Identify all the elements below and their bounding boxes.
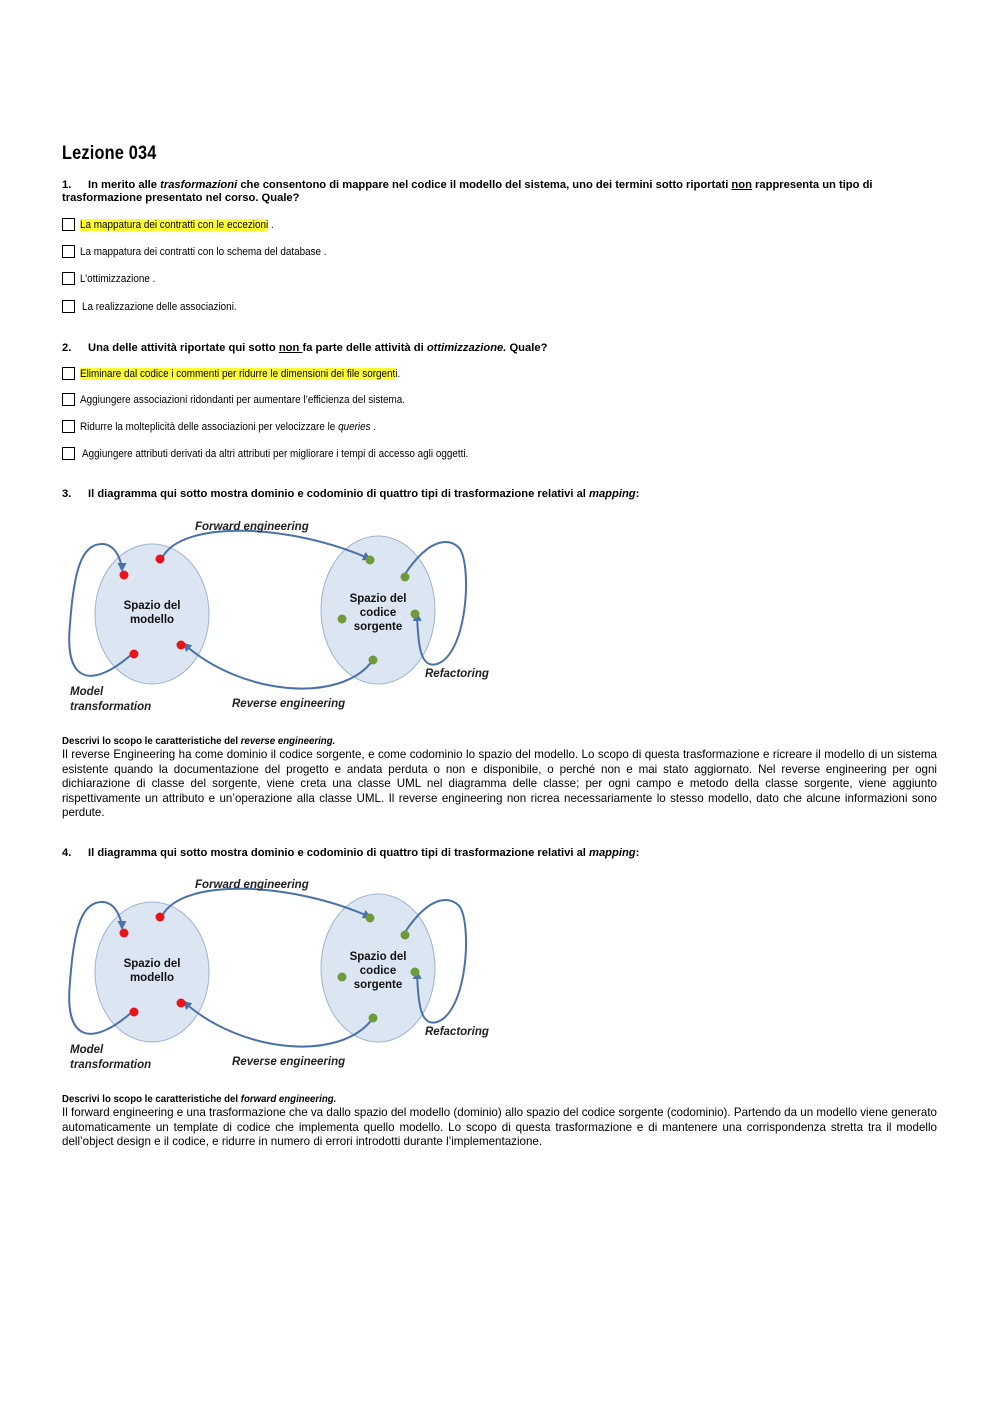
question-text: Quale?: [506, 342, 548, 354]
model-element-dot: [120, 571, 129, 580]
code-space-label: codice: [359, 607, 397, 619]
model-space-label: modello: [129, 614, 175, 626]
question-text: Il diagramma qui sotto mostra dominio e codominio di quattro tipi di trasformazione relativi al: [88, 488, 590, 500]
model-element-dot: [156, 913, 165, 922]
question-3: [62, 488, 942, 501]
code-element-dot: [369, 656, 378, 665]
option-label: La mappatura dei contratti con lo schema del database .: [80, 246, 327, 258]
highlighted-answer: La mappatura dei contratti con le eccezioni: [80, 219, 269, 231]
option-suffix: .: [268, 219, 274, 231]
checkbox[interactable]: [62, 272, 75, 285]
description-title-text: Descrivi lo scopo le caratteristiche del: [62, 735, 241, 747]
code-space-label: Spazio del: [349, 951, 407, 963]
mapping-diagram-svg: [62, 514, 502, 714]
question-number: 3.: [62, 488, 72, 500]
option-label: [80, 217, 274, 233]
model-element-dot: [156, 555, 165, 564]
code-element-dot: [401, 931, 410, 940]
question-emphasis: trasformazioni: [160, 179, 238, 191]
question-text: :: [635, 847, 640, 859]
question-1: [62, 179, 942, 205]
checkbox[interactable]: [62, 218, 75, 231]
model-space-label: Spazio del: [123, 958, 181, 970]
description-title-emphasis: forward engineering.: [240, 1093, 337, 1105]
model-space-label: modello: [129, 972, 175, 984]
question-text: fa parte delle attività di: [302, 342, 427, 354]
code-element-dot: [369, 1014, 378, 1023]
model-element-dot: [177, 999, 186, 1008]
code-element-dot: [338, 615, 347, 624]
forward-engineering-arrow: [162, 889, 370, 917]
q4-answer-paragraph: Il forward engineering e una trasformazione che va dallo spazio del modello (dominio) allo spazio del codice sorgente (codominio). Partendo da un modello viene generato automaticamente un template di codice che implementa quello modello. Lo scopo di questa trasformazione e di mantenere una corrispondenza stretta tra il modello dell’object design e il codice, e ridurre in numero di errori introdotti durante l’implementazione.: [62, 1106, 937, 1148]
question-text: Una delle attività riportate qui sotto: [88, 342, 279, 354]
description-title-text: Descrivi lo scopo le caratteristiche del: [62, 1093, 241, 1105]
checkbox[interactable]: [62, 300, 75, 313]
code-element-dot: [366, 556, 375, 565]
model-element-dot: [130, 650, 139, 659]
question-emphasis: ottimizzazione.: [426, 342, 507, 354]
code-element-dot: [411, 610, 420, 619]
checkbox[interactable]: [62, 245, 75, 258]
question-emphasis: mapping: [589, 488, 636, 500]
mapping-diagram-1: [62, 514, 502, 714]
mapping-diagram-svg: [62, 872, 502, 1072]
checkbox[interactable]: [62, 420, 75, 433]
reverse-engineering-label: Reverse engineering: [232, 1056, 346, 1068]
forward-engineering-arrow: [162, 531, 370, 559]
option-suffix: .: [370, 421, 377, 433]
option-label: La realizzazione delle associazioni.: [82, 301, 237, 313]
question-text: In merito alle: [88, 179, 161, 191]
code-space-label: sorgente: [353, 979, 403, 991]
forward-engineering-label: Forward engineering: [195, 521, 309, 533]
model-element-dot: [177, 641, 186, 650]
q4-description-title: [62, 1093, 336, 1106]
checkbox[interactable]: [62, 393, 75, 406]
option-suffix: i.: [395, 368, 401, 380]
model-transformation-label: transformation: [70, 701, 152, 713]
question-2: [62, 342, 942, 355]
refactoring-label: Refactoring: [425, 668, 489, 680]
question-underline: non: [278, 342, 303, 354]
code-element-dot: [411, 968, 420, 977]
code-space-label: codice: [359, 965, 397, 977]
model-transformation-label: transformation: [70, 1059, 152, 1071]
question-number: 1.: [62, 179, 72, 191]
q3-answer-paragraph: Il reverse Engineering ha come dominio il codice sorgente, e come codominio lo spazio del modello. Lo scopo di questa trasformazione e ricreare il modello di un sistema esistente quando la documentazione del progetto e andata perduta o non e disponibile, o perché non e mai stato aggiornato. Nel reverse engineering per ogni dichiarazione di classe del sorgente, viene creta una classe UML nel diagramma delle classe; per ogni campo e metodo della classe sorgente, viene aggiunto rispettivamente un attributo e un’operazione alla classe UML. Il reverse engineering non ricrea necessariamente lo stesso modello, dato che alcune informazioni sono perdute.: [62, 748, 937, 819]
option-label: Aggiungere attributi derivati da altri attributi per migliorare i tempi di accesso agli oggetti.: [82, 448, 469, 460]
code-element-dot: [366, 914, 375, 923]
code-space-label: sorgente: [353, 621, 403, 633]
refactoring-label: Refactoring: [425, 1026, 489, 1038]
question-text: rappresenta un tipo di trasformazione presentato nel corso. Quale?: [62, 179, 873, 204]
model-element-dot: [130, 1008, 139, 1017]
page-title: Lezione 034: [62, 143, 157, 164]
description-title-emphasis: reverse engineering.: [240, 735, 336, 747]
checkbox[interactable]: [62, 367, 75, 380]
forward-engineering-label: Forward engineering: [195, 879, 309, 891]
option-italic: queries: [338, 421, 371, 433]
model-transformation-label: Model: [70, 1044, 104, 1056]
reverse-engineering-label: Reverse engineering: [232, 698, 346, 710]
checkbox[interactable]: [62, 447, 75, 460]
question-text: che consentono di mappare nel codice il modello del sistema, uno dei termini sotto riportati: [237, 179, 732, 191]
option-text: Ridurre la molteplicità delle associazioni per velocizzare le: [80, 421, 339, 433]
question-number: 2.: [62, 342, 72, 354]
model-space-label: Spazio del: [123, 600, 181, 612]
highlighted-answer: Eliminare dal codice i commenti per ridurre le dimensioni dei file sorgent: [80, 368, 396, 380]
option-label: Aggiungere associazioni ridondanti per aumentare l’efficienza del sistema.: [80, 394, 406, 406]
model-element-dot: [120, 929, 129, 938]
mapping-diagram-2: [62, 872, 502, 1072]
question-text: :: [635, 488, 640, 500]
q3-description-title: [62, 735, 335, 748]
question-underline: non: [731, 179, 752, 191]
option-label: [80, 366, 400, 382]
question-text: Il diagramma qui sotto mostra dominio e codominio di quattro tipi di trasformazione relativi al: [88, 847, 590, 859]
code-element-dot: [401, 573, 410, 582]
code-space-label: Spazio del: [349, 593, 407, 605]
option-label: L’ottimizzazione .: [80, 273, 156, 285]
model-transformation-label: Model: [70, 686, 104, 698]
question-emphasis: mapping: [589, 847, 636, 859]
question-4: [62, 847, 942, 860]
question-number: 4.: [62, 847, 72, 859]
code-element-dot: [338, 973, 347, 982]
option-label: [80, 419, 376, 435]
